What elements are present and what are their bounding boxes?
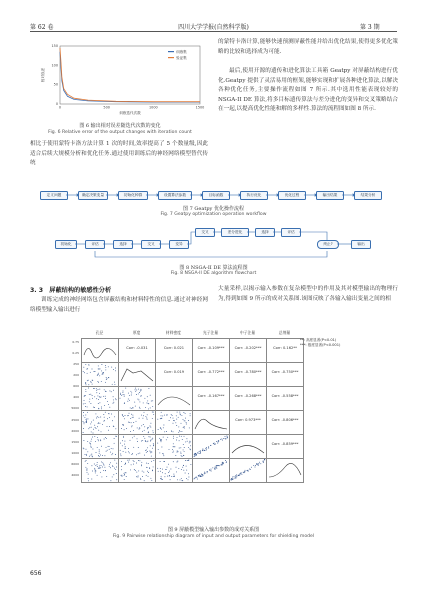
fig8-decision: 终止? [317, 240, 339, 249]
section-heading [30, 285, 111, 294]
fig9-scatter-points [119, 411, 155, 434]
fig9-corr-value: Corr: -0.558*** [271, 394, 299, 398]
fig6-ylabel: 相对误差 [41, 67, 45, 83]
fig9-scatter-cell [81, 410, 119, 435]
page-number: 656 [30, 570, 42, 577]
fig9-density-cell [155, 386, 193, 411]
fig7-caption-en: Fig. 7 Geatpy optimization operation workflow [160, 212, 267, 217]
fig9-scatter-cell [192, 458, 230, 483]
fig9-corr-value: Corr: 0.021 [163, 346, 185, 350]
fig9-corr-cell [229, 362, 267, 387]
fig9-header: 孔径 [95, 330, 104, 335]
fig9-scatter-points [156, 459, 192, 482]
fig9-corr-value: Corr: 0.019 [163, 370, 185, 374]
header-rule [30, 31, 397, 32]
fig9-corr-value: Corr: -0.750*** [271, 370, 299, 374]
fig8-box: 选择 [113, 240, 133, 249]
fig9-ytick: 2000 [71, 428, 79, 433]
fig6-ytick: 100 [51, 63, 58, 68]
fig7-box: 优化过程 [278, 191, 306, 200]
fig9-scatter-points [119, 435, 155, 458]
fig9-corr-value: Corr: -0.268*** [234, 394, 262, 398]
fig9-corr-cell [192, 386, 230, 411]
fig9-scatter-cell [192, 434, 230, 459]
fig7-box: 初始化种群 [118, 191, 148, 200]
header-journal: 四川大学学报(自然科学版) [178, 24, 249, 31]
fig9-corr-value: Corr: -0.772*** [197, 370, 225, 374]
fig8-flowchart [55, 226, 375, 262]
fig9-scatter-points [82, 387, 118, 410]
fig7-box: 设置算法参数 [158, 191, 192, 200]
fig7-box: 确定决策变量 [78, 191, 108, 200]
fig9-legend-item: **: 高度显著(P<0.01) [300, 338, 337, 342]
fig9-corr-value: Corr: -0.031 [126, 346, 148, 350]
left-paragraph-1: 相比于使用蒙特卡洛方法计算 1 次的时间,效率提高了 5 个数量级,因此适合后续大规模分析和优化任务.通过使用训练后的神经网络模型替代传统 [30, 141, 208, 167]
fig6-legend-label: 验证集 [176, 56, 187, 60]
fig6-legend-swatch [168, 57, 174, 58]
fig9-scatter-cell [81, 458, 119, 483]
fig9-ytick: 400 [73, 395, 79, 400]
fig9-corr-value: Corr: -0.202*** [234, 346, 262, 350]
fig9-density-cell [266, 458, 304, 483]
fig9-scatter-cell [118, 458, 156, 483]
fig9-corr-value: Corr: -0.806*** [271, 418, 299, 422]
section-title: 屏蔽结构的敏感性分析 [49, 287, 112, 294]
fig9-density-curve [230, 435, 266, 458]
fig9-corr-value: Corr: 0.162** [273, 346, 297, 350]
fig6-legend-swatch [168, 51, 174, 52]
fig9-ytick: 0.75 [72, 340, 79, 344]
fig9-ytick: 600 [73, 384, 79, 389]
fig9-scatter-points [156, 411, 192, 434]
fig9-legend-item: ***: 极度显著(P<0.001) [300, 343, 341, 347]
fig6-plot-frame [60, 46, 200, 104]
fig9-scatter-points [82, 411, 118, 434]
fig6-ytick: 50 [53, 82, 58, 87]
fig6-xtick: 0 [58, 105, 62, 110]
fig9-scatter-points [193, 459, 229, 482]
fig9-ytick: 200 [73, 373, 79, 378]
fig6-ytick: 150 [51, 44, 58, 48]
fig9-corr-cell [266, 410, 304, 435]
fig9-corr-cell [229, 386, 267, 411]
fig9-density-cell [118, 362, 156, 387]
fig9-header: 中子注量 [239, 330, 256, 335]
fig9-scatter-cell [81, 362, 119, 387]
fig9-corr-cell [229, 410, 267, 435]
fig9-density-cell [81, 338, 119, 363]
fig6-caption-cn: 图 6 输出相对误差随迭代次数的变化 [79, 123, 161, 129]
fig8-box: 评估 [281, 228, 301, 237]
fig7-caption-cn: 图 7 Geatpy 优化操作流程 [183, 206, 244, 212]
fig9-scatter-cell [118, 410, 156, 435]
fig9-scatter-points [193, 435, 229, 458]
fig8-output-box: 输出 [351, 240, 371, 249]
fig9-corr-cell [118, 338, 156, 363]
fig9-scatter-points [82, 459, 118, 482]
fig9-density-curve [193, 411, 229, 434]
section-number: 3. 3 [30, 287, 44, 294]
fig9-scatter-points [119, 387, 155, 410]
fig9-corr-cell [155, 338, 193, 363]
fig9-caption-en: Fig. 9 Pairwise relationship diagram of input and output parameters for shielding model [112, 534, 315, 539]
fig9-corr-cell [266, 338, 304, 363]
fig9-corr-value: Corr: -0.859*** [271, 442, 299, 446]
fig9-corr-value: Corr: 0.973*** [235, 418, 261, 422]
fig9-corr-value: Corr: -0.109*** [197, 346, 225, 350]
fig9-scatter-cell [229, 458, 267, 483]
fig7-flowchart [40, 191, 390, 201]
fig9-corr-cell [266, 362, 304, 387]
fig9-scatter-points [119, 459, 155, 482]
fig9-scatter-cell [155, 458, 193, 483]
header-issue: 第 3 期 [360, 24, 380, 31]
fig6-xtick: 1000 [149, 105, 158, 110]
fig9-density-cell [192, 410, 230, 435]
fig9-ytick: 250 [73, 362, 79, 367]
fig8-box: 选择 [255, 228, 275, 237]
fig9-density-curve [267, 459, 303, 482]
fig6-xlabel: 训练迭代次数 [119, 111, 141, 115]
fig9-scatter-cell [81, 386, 119, 411]
fig9-header: 材料密度 [165, 330, 182, 335]
fig9-ytick: 1500 [71, 439, 79, 444]
fig9-scatter-cell [118, 386, 156, 411]
fig6-xtick: 1500 [195, 105, 205, 110]
fig8-caption-en: Fig. 8 NSGA-II DE algorithm flowchart [170, 271, 257, 276]
fig8-box: 初始化 [55, 240, 77, 249]
fig7-box: 目标函数 [202, 191, 230, 200]
fig7-box: 执行优化 [240, 191, 268, 200]
fig9-corr-cell [155, 362, 193, 387]
fig9-header: 厚度 [132, 330, 141, 335]
fig9-ytick: 2500 [71, 417, 79, 422]
fig9-ytick: 6000 [71, 461, 79, 466]
fig8-box: 交叉 [195, 228, 215, 237]
fig8-caption-cn: 图 8 NSGA-II DE 算法流程图 [179, 265, 248, 271]
fig7-box: 输出结果 [316, 191, 344, 200]
fig9-pairplot [65, 330, 325, 515]
fig6-chart [38, 40, 208, 120]
fig7-box: 结果分析 [354, 191, 382, 200]
fig9-corr-value: Corr: -0.780*** [234, 370, 262, 374]
fig9-header: 光子注量 [202, 330, 219, 335]
fig9-header: 总剂量 [278, 330, 291, 335]
fig9-ytick: 4000 [71, 472, 79, 477]
fig6-caption-en: Fig. 6 Relative error of the output changes with iteration count [48, 130, 192, 135]
fig8-box: 交叉 [141, 240, 161, 249]
fig9-scatter-cell [81, 434, 119, 459]
fig9-ytick: 5000 [71, 406, 79, 411]
fig9-caption-cn: 图 9 屏蔽模型输入输出参数的成对关系图 [167, 527, 260, 533]
fig8-box: 差分进化 [221, 228, 249, 237]
fig8-box: 评估 [85, 240, 105, 249]
fig9-corr-cell [266, 434, 304, 459]
fig9-ytick: 1000 [71, 450, 79, 455]
fig6-legend-label: 训练集 [176, 50, 187, 54]
fig9-scatter-points [156, 435, 192, 458]
left-paragraph-2: 训练完成的神经网络包含屏蔽结构和材料特性的信息.通过对神经网络模型输入输出进行 [30, 297, 208, 313]
fig9-scatter-cell [155, 434, 193, 459]
fig9-scatter-points [82, 363, 118, 386]
fig7-box: 定义问题 [40, 191, 68, 200]
fig9-corr-cell [192, 362, 230, 387]
right-paragraph-1: 的蒙特卡洛计算,能够快速预测屏蔽性能并给出优化结果,使得更多优化策略的比较和选择成为可能. [218, 39, 398, 55]
fig9-scatter-points [230, 459, 266, 482]
fig9-corr-cell [229, 338, 267, 363]
fig6-plot [38, 40, 208, 120]
fig7-arrows [40, 191, 390, 201]
fig9-corr-value: Corr: -0.167*** [197, 394, 225, 398]
fig9-density-curve [119, 363, 155, 386]
fig8-arrows [55, 226, 375, 262]
fig9-corr-cell [192, 338, 230, 363]
fig9-density-curve [82, 339, 118, 362]
header-volume: 第 62 卷 [30, 24, 54, 31]
fig9-scatter-cell [118, 434, 156, 459]
fig6-ytick: 0 [55, 102, 58, 106]
fig9-scatter-points [82, 435, 118, 458]
fig9-legend [300, 338, 340, 348]
fig9-corr-cell [266, 386, 304, 411]
right-paragraph-2: 最后,使用开源的遗传和进化算法工具箱 Geatpy 对屏蔽结构进行优化.Geatpy 提供了灵活易用的框架,能够实现和扩展各种进化算法,以解决各种优化任务,主要操作流程如图 7 所示.其中选用性能表现较好的 NSGA-II DE 算法,将多目标遗传算法与差分进化的变异和交叉策略结合在一起,以提高优化性能和解的多样性.算法的流程图如图 8 所示. [218, 68, 398, 113]
fig8-box: 变异 [169, 240, 189, 249]
right-paragraph-3: 大量采样,以揭示输入参数在复杂模型中的作用及其对模型输出的物理行为,得到如图 9 所示的成对关系图.该图反映了各输入输出变量之间的相 [218, 286, 398, 302]
fig9-density-cell [229, 434, 267, 459]
fig9-density-curve [156, 387, 192, 410]
fig6-xtick: 500 [103, 105, 110, 110]
fig9-scatter-cell [155, 410, 193, 435]
fig9-ytick: 0.25 [72, 351, 79, 356]
